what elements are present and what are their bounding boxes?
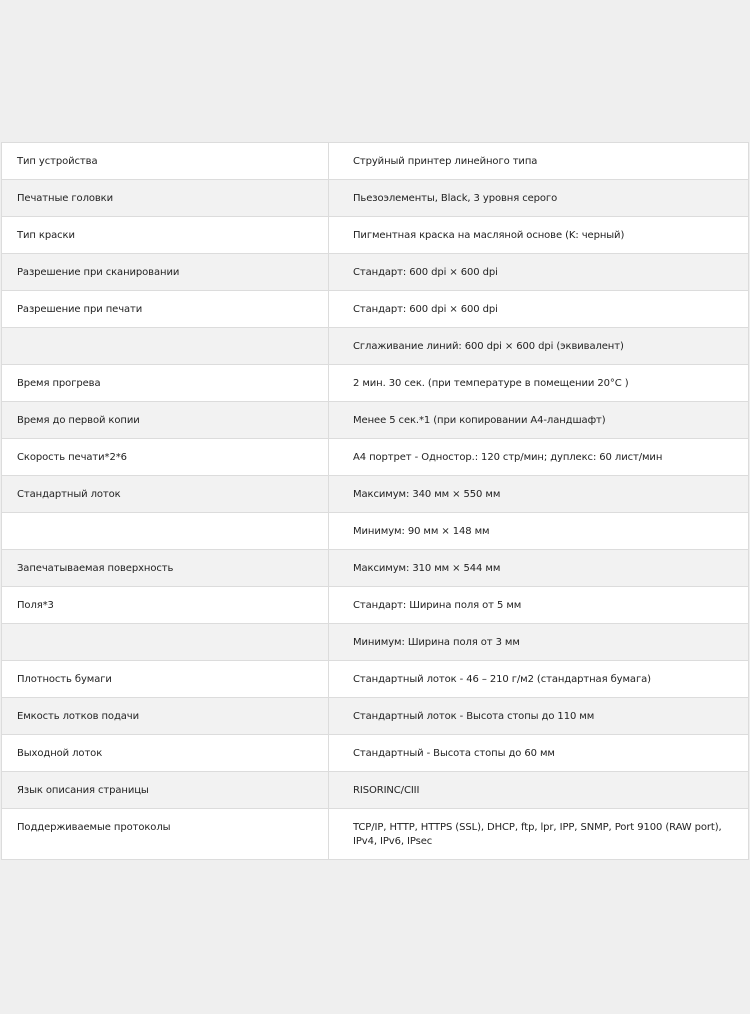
spec-label: Время прогрева: [2, 365, 329, 402]
spec-label: [2, 624, 329, 661]
spec-value: Стандартный лоток - Высота стопы до 110 мм: [329, 698, 749, 735]
spec-label: Время до первой копии: [2, 402, 329, 439]
spec-label: Печатные головки: [2, 180, 329, 217]
spec-value: Стандарт: 600 dpi × 600 dpi: [329, 291, 749, 328]
spec-label: Запечатываемая поверхность: [2, 550, 329, 587]
spec-value: Минимум: Ширина поля от 3 мм: [329, 624, 749, 661]
spec-label: Тип устройства: [2, 143, 329, 180]
spec-label: Разрешение при сканировании: [2, 254, 329, 291]
spec-label: Плотность бумаги: [2, 661, 329, 698]
table-row: [2, 291, 749, 328]
table-row: [2, 698, 749, 735]
table-row: [2, 513, 749, 550]
table-row: [2, 735, 749, 772]
spec-value: Максимум: 310 мм × 544 мм: [329, 550, 749, 587]
table-row: [2, 328, 749, 365]
spec-value: Стандарт: 600 dpi × 600 dpi: [329, 254, 749, 291]
spec-table: [1, 142, 749, 860]
spec-value: A4 портрет - Одностор.: 120 стр/мин; дуплекс: 60 лист/мин: [329, 439, 749, 476]
spec-label: [2, 328, 329, 365]
spec-value: Пьезоэлементы, Black, 3 уровня серого: [329, 180, 749, 217]
table-row: [2, 180, 749, 217]
spec-value: Сглаживание линий: 600 dpi × 600 dpi (эквивалент): [329, 328, 749, 365]
table-row: [2, 624, 749, 661]
table-row: [2, 550, 749, 587]
table-row: [2, 476, 749, 513]
table-row: [2, 402, 749, 439]
table-row: [2, 365, 749, 402]
spec-value: TCP/IP, HTTP, HTTPS (SSL), DHCP, ftp, lpr, IPP, SNMP, Port 9100 (RAW port), IPv4, IPv6, IPsec: [329, 809, 749, 860]
spec-label: [2, 513, 329, 550]
spec-label: Тип краски: [2, 217, 329, 254]
table-row: [2, 143, 749, 180]
table-row: [2, 587, 749, 624]
spec-value: 2 мин. 30 сек. (при температуре в помещении 20°C ): [329, 365, 749, 402]
spec-label: Язык описания страницы: [2, 772, 329, 809]
spec-label: Разрешение при печати: [2, 291, 329, 328]
spec-label: Поля*3: [2, 587, 329, 624]
spec-value: Стандартный - Высота стопы до 60 мм: [329, 735, 749, 772]
table-row: [2, 254, 749, 291]
spec-value: Менее 5 сек.*1 (при копировании A4-ландшафт): [329, 402, 749, 439]
spec-label: Емкость лотков подачи: [2, 698, 329, 735]
spec-label: Стандартный лоток: [2, 476, 329, 513]
spec-value: Струйный принтер линейного типа: [329, 143, 749, 180]
spec-value: Пигментная краска на масляной основе (K: черный): [329, 217, 749, 254]
spec-value: Максимум: 340 мм × 550 мм: [329, 476, 749, 513]
spec-label: Выходной лоток: [2, 735, 329, 772]
spec-value: Стандарт: Ширина поля от 5 мм: [329, 587, 749, 624]
spec-value: Стандартный лоток - 46 – 210 г/м2 (стандартная бумага): [329, 661, 749, 698]
spec-label: Скорость печати*2*6: [2, 439, 329, 476]
spec-value: RISORINC/CIII: [329, 772, 749, 809]
table-row: [2, 809, 749, 860]
table-row: [2, 661, 749, 698]
table-row: [2, 439, 749, 476]
spec-label: Поддерживаемые протоколы: [2, 809, 329, 860]
table-row: [2, 217, 749, 254]
spec-value: Минимум: 90 мм × 148 мм: [329, 513, 749, 550]
table-row: [2, 772, 749, 809]
